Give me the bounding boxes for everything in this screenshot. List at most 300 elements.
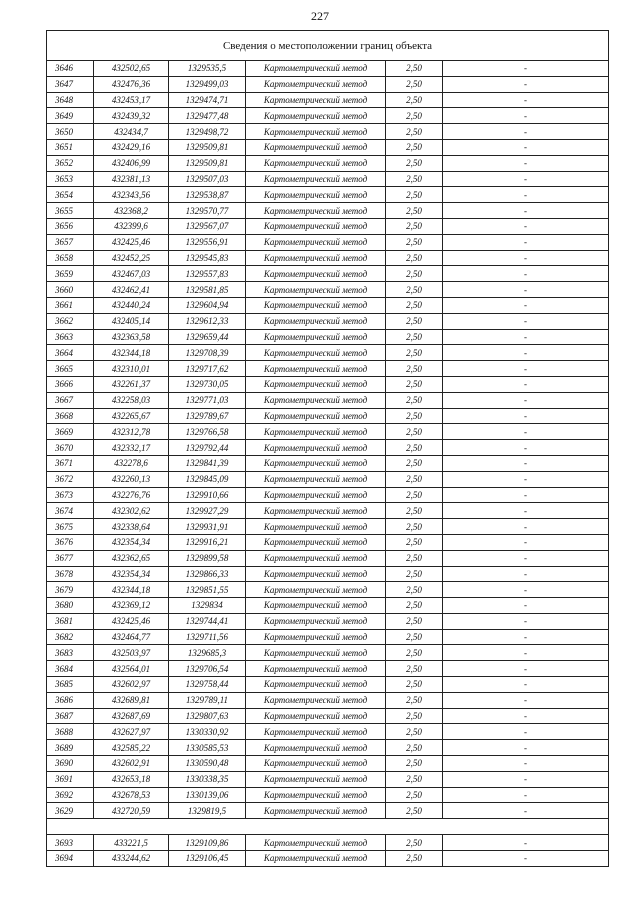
description-cell: -	[443, 92, 609, 108]
accuracy-cell: 2,50	[386, 361, 443, 377]
point-number-cell: 3648	[47, 92, 94, 108]
boundary-table-frame	[46, 30, 608, 867]
description-cell: -	[443, 661, 609, 677]
point-number-cell: 3674	[47, 503, 94, 519]
method-cell: Картометрический метод	[246, 645, 386, 661]
x-coordinate-cell: 432258,03	[94, 392, 169, 408]
x-coordinate-cell: 432312,78	[94, 424, 169, 440]
point-number-cell: 3629	[47, 803, 94, 819]
y-coordinate-cell: 1330330,92	[169, 724, 246, 740]
table-row	[47, 171, 609, 187]
x-coordinate-cell: 432381,13	[94, 171, 169, 187]
table-row	[47, 155, 609, 171]
description-cell: -	[443, 740, 609, 756]
accuracy-cell: 2,50	[386, 92, 443, 108]
point-number-cell: 3688	[47, 724, 94, 740]
description-cell: -	[443, 376, 609, 392]
y-coordinate-cell: 1329567,07	[169, 218, 246, 234]
method-cell: Картометрический метод	[246, 771, 386, 787]
description-cell: -	[443, 503, 609, 519]
description-cell: -	[443, 171, 609, 187]
description-cell: -	[443, 851, 609, 867]
accuracy-cell: 2,50	[386, 645, 443, 661]
method-cell: Картометрический метод	[246, 329, 386, 345]
description-cell: -	[443, 471, 609, 487]
table-row	[47, 692, 609, 708]
y-coordinate-cell: 1330590,48	[169, 756, 246, 772]
table-row	[47, 645, 609, 661]
description-cell: -	[443, 234, 609, 250]
method-cell: Картометрический метод	[246, 851, 386, 867]
method-cell: Картометрический метод	[246, 566, 386, 582]
y-coordinate-cell: 1329708,39	[169, 345, 246, 361]
y-coordinate-cell: 1329581,85	[169, 282, 246, 298]
x-coordinate-cell: 432425,46	[94, 234, 169, 250]
point-number-cell: 3673	[47, 487, 94, 503]
table-row	[47, 566, 609, 582]
accuracy-cell: 2,50	[386, 803, 443, 819]
accuracy-cell: 2,50	[386, 692, 443, 708]
table-row	[47, 297, 609, 313]
x-coordinate-cell: 432462,41	[94, 282, 169, 298]
description-cell: -	[443, 61, 609, 77]
table-row	[47, 708, 609, 724]
y-coordinate-cell: 1329556,91	[169, 234, 246, 250]
description-cell: -	[443, 677, 609, 693]
accuracy-cell: 2,50	[386, 661, 443, 677]
method-cell: Картометрический метод	[246, 692, 386, 708]
method-cell: Картометрический метод	[246, 708, 386, 724]
description-cell: -	[443, 613, 609, 629]
accuracy-cell: 2,50	[386, 345, 443, 361]
method-cell: Картометрический метод	[246, 108, 386, 124]
y-coordinate-cell: 1329570,77	[169, 203, 246, 219]
method-cell: Картометрический метод	[246, 582, 386, 598]
method-cell: Картометрический метод	[246, 203, 386, 219]
point-number-cell: 3662	[47, 313, 94, 329]
point-number-cell: 3678	[47, 566, 94, 582]
y-coordinate-cell: 1329789,11	[169, 692, 246, 708]
description-cell: -	[443, 771, 609, 787]
point-number-cell: 3660	[47, 282, 94, 298]
x-coordinate-cell: 432502,65	[94, 61, 169, 77]
method-cell: Картометрический метод	[246, 440, 386, 456]
point-number-cell: 3659	[47, 266, 94, 282]
y-coordinate-cell: 1329685,3	[169, 645, 246, 661]
x-coordinate-cell: 432564,01	[94, 661, 169, 677]
accuracy-cell: 2,50	[386, 708, 443, 724]
y-coordinate-cell: 1329509,81	[169, 155, 246, 171]
point-number-cell: 3653	[47, 171, 94, 187]
description-cell: -	[443, 139, 609, 155]
table-row	[47, 455, 609, 471]
y-coordinate-cell: 1330585,53	[169, 740, 246, 756]
description-cell: -	[443, 408, 609, 424]
accuracy-cell: 2,50	[386, 203, 443, 219]
table-row	[47, 424, 609, 440]
description-cell: -	[443, 803, 609, 819]
table-row	[47, 92, 609, 108]
method-cell: Картометрический метод	[246, 677, 386, 693]
table-row	[47, 282, 609, 298]
table-row	[47, 771, 609, 787]
table-row	[47, 234, 609, 250]
point-number-cell: 3654	[47, 187, 94, 203]
description-cell: -	[443, 155, 609, 171]
point-number-cell: 3661	[47, 297, 94, 313]
method-cell: Картометрический метод	[246, 171, 386, 187]
accuracy-cell: 2,50	[386, 282, 443, 298]
description-cell: -	[443, 361, 609, 377]
method-cell: Картометрический метод	[246, 392, 386, 408]
x-coordinate-cell: 433244,62	[94, 851, 169, 867]
x-coordinate-cell: 432338,64	[94, 519, 169, 535]
y-coordinate-cell: 1329509,81	[169, 139, 246, 155]
table-row	[47, 187, 609, 203]
accuracy-cell: 2,50	[386, 771, 443, 787]
accuracy-cell: 2,50	[386, 613, 443, 629]
table-row	[47, 376, 609, 392]
gap-row	[47, 819, 609, 835]
table-row	[47, 835, 609, 851]
x-coordinate-cell: 432464,77	[94, 629, 169, 645]
method-cell: Картометрический метод	[246, 297, 386, 313]
x-coordinate-cell: 432653,18	[94, 771, 169, 787]
table-row	[47, 519, 609, 535]
point-number-cell: 3663	[47, 329, 94, 345]
table-row	[47, 550, 609, 566]
accuracy-cell: 2,50	[386, 124, 443, 140]
method-cell: Картометрический метод	[246, 155, 386, 171]
method-cell: Картометрический метод	[246, 187, 386, 203]
x-coordinate-cell: 432302,62	[94, 503, 169, 519]
x-coordinate-cell: 432602,97	[94, 677, 169, 693]
y-coordinate-cell: 1329717,62	[169, 361, 246, 377]
x-coordinate-cell: 432405,14	[94, 313, 169, 329]
accuracy-cell: 2,50	[386, 598, 443, 614]
y-coordinate-cell: 1329807,63	[169, 708, 246, 724]
description-cell: -	[443, 566, 609, 582]
y-coordinate-cell: 1329557,83	[169, 266, 246, 282]
method-cell: Картометрический метод	[246, 613, 386, 629]
accuracy-cell: 2,50	[386, 376, 443, 392]
y-coordinate-cell: 1329499,03	[169, 76, 246, 92]
x-coordinate-cell: 432344,18	[94, 345, 169, 361]
table-body-continued	[47, 835, 609, 867]
point-number-cell: 3646	[47, 61, 94, 77]
x-coordinate-cell: 432720,59	[94, 803, 169, 819]
table-row	[47, 803, 609, 819]
y-coordinate-cell: 1329916,21	[169, 534, 246, 550]
description-cell: -	[443, 218, 609, 234]
method-cell: Картометрический метод	[246, 740, 386, 756]
description-cell: -	[443, 645, 609, 661]
accuracy-cell: 2,50	[386, 550, 443, 566]
x-coordinate-cell: 432602,91	[94, 756, 169, 772]
table-row	[47, 613, 609, 629]
y-coordinate-cell: 1329545,83	[169, 250, 246, 266]
y-coordinate-cell: 1329659,44	[169, 329, 246, 345]
method-cell: Картометрический метод	[246, 424, 386, 440]
x-coordinate-cell: 432332,17	[94, 440, 169, 456]
description-cell: -	[443, 598, 609, 614]
method-cell: Картометрический метод	[246, 376, 386, 392]
description-cell: -	[443, 282, 609, 298]
table-row	[47, 108, 609, 124]
description-cell: -	[443, 187, 609, 203]
table-body	[47, 61, 609, 819]
x-coordinate-cell: 432354,34	[94, 566, 169, 582]
page-number: 227	[311, 9, 329, 23]
x-coordinate-cell: 432453,17	[94, 92, 169, 108]
method-cell: Картометрический метод	[246, 550, 386, 566]
accuracy-cell: 2,50	[386, 139, 443, 155]
method-cell: Картометрический метод	[246, 61, 386, 77]
point-number-cell: 3692	[47, 787, 94, 803]
description-cell: -	[443, 550, 609, 566]
description-cell: -	[443, 203, 609, 219]
accuracy-cell: 2,50	[386, 424, 443, 440]
point-number-cell: 3669	[47, 424, 94, 440]
point-number-cell: 3650	[47, 124, 94, 140]
accuracy-cell: 2,50	[386, 677, 443, 693]
method-cell: Картометрический метод	[246, 471, 386, 487]
point-number-cell: 3658	[47, 250, 94, 266]
accuracy-cell: 2,50	[386, 455, 443, 471]
table-row	[47, 756, 609, 772]
method-cell: Картометрический метод	[246, 487, 386, 503]
x-coordinate-cell: 432276,76	[94, 487, 169, 503]
y-coordinate-cell: 1329789,67	[169, 408, 246, 424]
description-cell: -	[443, 424, 609, 440]
accuracy-cell: 2,50	[386, 519, 443, 535]
point-number-cell: 3694	[47, 851, 94, 867]
method-cell: Картометрический метод	[246, 835, 386, 851]
table-row	[47, 361, 609, 377]
accuracy-cell: 2,50	[386, 234, 443, 250]
table-row	[47, 582, 609, 598]
y-coordinate-cell: 1329507,03	[169, 171, 246, 187]
method-cell: Картометрический метод	[246, 629, 386, 645]
method-cell: Картометрический метод	[246, 519, 386, 535]
accuracy-cell: 2,50	[386, 724, 443, 740]
table-row	[47, 250, 609, 266]
description-cell: -	[443, 250, 609, 266]
method-cell: Картометрический метод	[246, 139, 386, 155]
method-cell: Картометрический метод	[246, 598, 386, 614]
description-cell: -	[443, 297, 609, 313]
y-coordinate-cell: 1329819,5	[169, 803, 246, 819]
description-cell: -	[443, 756, 609, 772]
accuracy-cell: 2,50	[386, 218, 443, 234]
x-coordinate-cell: 433221,5	[94, 835, 169, 851]
method-cell: Картометрический метод	[246, 408, 386, 424]
y-coordinate-cell: 1329498,72	[169, 124, 246, 140]
method-cell: Картометрический метод	[246, 124, 386, 140]
y-coordinate-cell: 1329931,91	[169, 519, 246, 535]
method-cell: Картометрический метод	[246, 787, 386, 803]
table-row	[47, 392, 609, 408]
method-cell: Картометрический метод	[246, 455, 386, 471]
description-cell: -	[443, 440, 609, 456]
accuracy-cell: 2,50	[386, 740, 443, 756]
point-number-cell: 3679	[47, 582, 94, 598]
description-cell: -	[443, 835, 609, 851]
accuracy-cell: 2,50	[386, 187, 443, 203]
accuracy-cell: 2,50	[386, 566, 443, 582]
method-cell: Картометрический метод	[246, 250, 386, 266]
table-row	[47, 345, 609, 361]
method-cell: Картометрический метод	[246, 534, 386, 550]
x-coordinate-cell: 432440,24	[94, 297, 169, 313]
boundary-coordinates-table	[46, 30, 609, 867]
description-cell: -	[443, 519, 609, 535]
y-coordinate-cell: 1329841,39	[169, 455, 246, 471]
point-number-cell: 3649	[47, 108, 94, 124]
table-row	[47, 724, 609, 740]
y-coordinate-cell: 1329109,86	[169, 835, 246, 851]
table-row	[47, 76, 609, 92]
point-number-cell: 3664	[47, 345, 94, 361]
method-cell: Картометрический метод	[246, 282, 386, 298]
table-row	[47, 661, 609, 677]
accuracy-cell: 2,50	[386, 76, 443, 92]
x-coordinate-cell: 432434,7	[94, 124, 169, 140]
accuracy-cell: 2,50	[386, 155, 443, 171]
x-coordinate-cell: 432363,58	[94, 329, 169, 345]
accuracy-cell: 2,50	[386, 851, 443, 867]
table-row	[47, 266, 609, 282]
accuracy-cell: 2,50	[386, 297, 443, 313]
description-cell: -	[443, 392, 609, 408]
x-coordinate-cell: 432265,67	[94, 408, 169, 424]
accuracy-cell: 2,50	[386, 503, 443, 519]
table-row	[47, 598, 609, 614]
x-coordinate-cell: 432368,2	[94, 203, 169, 219]
table-row	[47, 740, 609, 756]
description-cell: -	[443, 124, 609, 140]
method-cell: Картометрический метод	[246, 76, 386, 92]
accuracy-cell: 2,50	[386, 787, 443, 803]
description-cell: -	[443, 629, 609, 645]
y-coordinate-cell: 1329744,41	[169, 613, 246, 629]
accuracy-cell: 2,50	[386, 534, 443, 550]
description-cell: -	[443, 108, 609, 124]
y-coordinate-cell: 1330338,35	[169, 771, 246, 787]
x-coordinate-cell: 432278,6	[94, 455, 169, 471]
method-cell: Картометрический метод	[246, 361, 386, 377]
accuracy-cell: 2,50	[386, 471, 443, 487]
description-cell: -	[443, 582, 609, 598]
method-cell: Картометрический метод	[246, 345, 386, 361]
description-cell: -	[443, 345, 609, 361]
description-cell: -	[443, 534, 609, 550]
accuracy-cell: 2,50	[386, 266, 443, 282]
description-cell: -	[443, 692, 609, 708]
point-number-cell: 3668	[47, 408, 94, 424]
description-cell: -	[443, 76, 609, 92]
method-cell: Картометрический метод	[246, 661, 386, 677]
point-number-cell: 3672	[47, 471, 94, 487]
method-cell: Картометрический метод	[246, 266, 386, 282]
point-number-cell: 3685	[47, 677, 94, 693]
y-coordinate-cell: 1329604,94	[169, 297, 246, 313]
accuracy-cell: 2,50	[386, 392, 443, 408]
x-coordinate-cell: 432362,65	[94, 550, 169, 566]
table-row	[47, 329, 609, 345]
accuracy-cell: 2,50	[386, 329, 443, 345]
point-number-cell: 3686	[47, 692, 94, 708]
description-cell: -	[443, 708, 609, 724]
description-cell: -	[443, 487, 609, 503]
description-cell: -	[443, 724, 609, 740]
table-row	[47, 313, 609, 329]
table-row	[47, 487, 609, 503]
y-coordinate-cell: 1329711,56	[169, 629, 246, 645]
point-number-cell: 3666	[47, 376, 94, 392]
table-row	[47, 677, 609, 693]
table-row	[47, 139, 609, 155]
method-cell: Картометрический метод	[246, 92, 386, 108]
y-coordinate-cell: 1329927,29	[169, 503, 246, 519]
table-row	[47, 471, 609, 487]
accuracy-cell: 2,50	[386, 487, 443, 503]
accuracy-cell: 2,50	[386, 313, 443, 329]
method-cell: Картометрический метод	[246, 218, 386, 234]
table-row	[47, 408, 609, 424]
y-coordinate-cell: 1329766,58	[169, 424, 246, 440]
point-number-cell: 3683	[47, 645, 94, 661]
y-coordinate-cell: 1329538,87	[169, 187, 246, 203]
table-row	[47, 787, 609, 803]
description-cell: -	[443, 313, 609, 329]
y-coordinate-cell: 1329474,71	[169, 92, 246, 108]
x-coordinate-cell: 432399,6	[94, 218, 169, 234]
y-coordinate-cell: 1329792,44	[169, 440, 246, 456]
x-coordinate-cell: 432689,81	[94, 692, 169, 708]
accuracy-cell: 2,50	[386, 756, 443, 772]
point-number-cell: 3676	[47, 534, 94, 550]
table-row	[47, 534, 609, 550]
x-coordinate-cell: 432503,97	[94, 645, 169, 661]
method-cell: Картометрический метод	[246, 234, 386, 250]
y-coordinate-cell: 1329612,33	[169, 313, 246, 329]
point-number-cell: 3677	[47, 550, 94, 566]
y-coordinate-cell: 1329477,48	[169, 108, 246, 124]
accuracy-cell: 2,50	[386, 250, 443, 266]
y-coordinate-cell: 1329758,44	[169, 677, 246, 693]
y-coordinate-cell: 1329866,33	[169, 566, 246, 582]
x-coordinate-cell: 432260,13	[94, 471, 169, 487]
x-coordinate-cell: 432678,53	[94, 787, 169, 803]
y-coordinate-cell: 1329851,55	[169, 582, 246, 598]
point-number-cell: 3687	[47, 708, 94, 724]
y-coordinate-cell: 1329706,54	[169, 661, 246, 677]
table-row	[47, 218, 609, 234]
x-coordinate-cell: 432310,01	[94, 361, 169, 377]
y-coordinate-cell: 1329106,45	[169, 851, 246, 867]
description-cell: -	[443, 329, 609, 345]
point-number-cell: 3681	[47, 613, 94, 629]
accuracy-cell: 2,50	[386, 582, 443, 598]
method-cell: Картометрический метод	[246, 724, 386, 740]
y-coordinate-cell: 1329535,5	[169, 61, 246, 77]
point-number-cell: 3680	[47, 598, 94, 614]
x-coordinate-cell: 432369,12	[94, 598, 169, 614]
y-coordinate-cell: 1330139,06	[169, 787, 246, 803]
description-cell: -	[443, 455, 609, 471]
table-row	[47, 440, 609, 456]
